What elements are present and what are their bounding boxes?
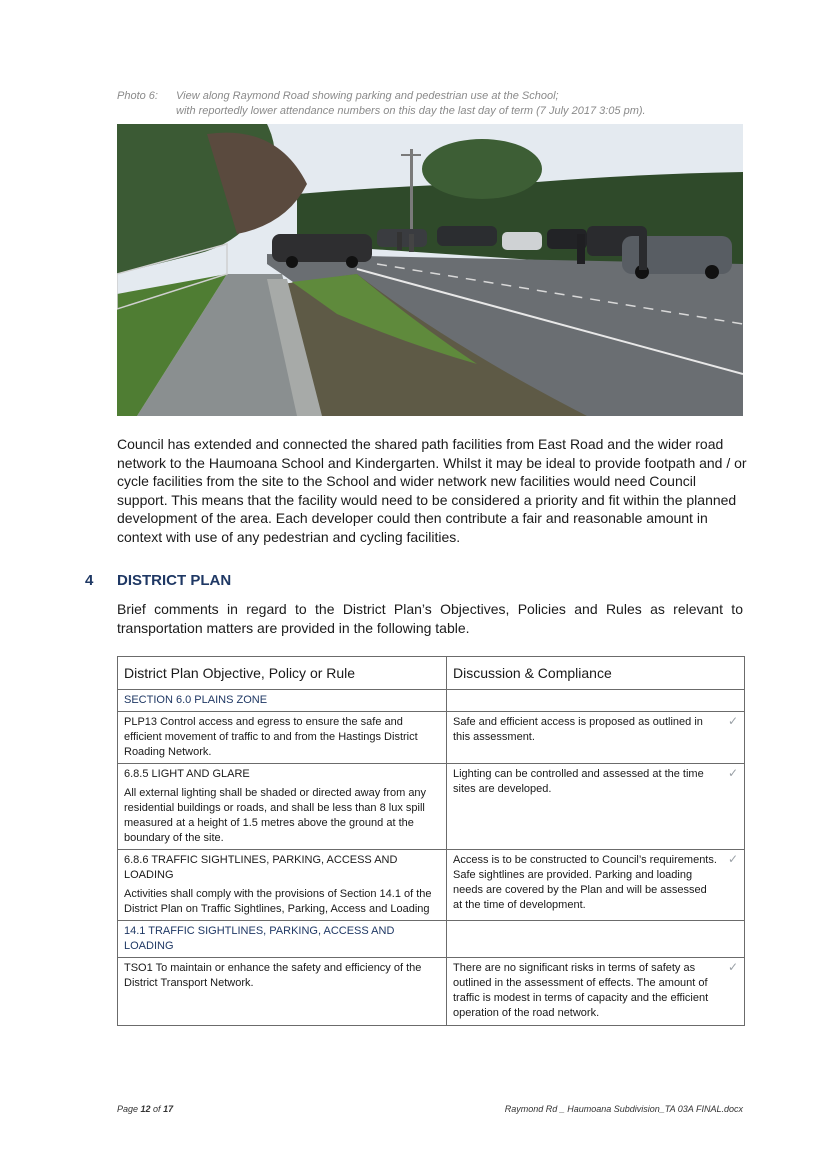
rule-title: 6.8.5 LIGHT AND GLARE bbox=[124, 768, 250, 780]
section-number: 4 bbox=[85, 572, 94, 589]
rule-cell bbox=[118, 764, 447, 850]
rule-cell bbox=[118, 958, 447, 1026]
section-heading bbox=[85, 572, 745, 589]
page-number bbox=[117, 1104, 173, 1114]
checkmark-icon: ✓ bbox=[727, 852, 738, 866]
caption-text bbox=[176, 89, 743, 119]
discussion-cell bbox=[447, 850, 745, 921]
discussion-cell bbox=[447, 712, 745, 764]
table-row bbox=[118, 850, 745, 921]
rule-cell bbox=[118, 712, 447, 764]
checkmark-icon: ✓ bbox=[727, 960, 738, 974]
discussion-cell bbox=[447, 958, 745, 1026]
body-paragraph: Council has extended and connected the shared path facilities from East Road and the wider road network to the Haumoana School and Kindergarten. Whilst it may be ideal to provide footpath and / or cycle facilities from the site to the School and wider network new facilities would need Council support. This means that the facility would need to be considered a priority and fit within the planned development of the area. Each developer could then contribute a fair and reasonable amount in context with use of any pedestrian and cycling facilities. bbox=[117, 436, 747, 545]
table-section-row bbox=[118, 690, 745, 712]
caption-line-2: with reportedly lower attendance numbers on this day the last day of term (7 July 2017 3:05 pm). bbox=[176, 105, 646, 117]
section-empty-cell bbox=[447, 690, 745, 712]
discussion-text: Lighting can be controlled and assessed at the time sites are developed. bbox=[453, 768, 704, 795]
table-row bbox=[118, 764, 745, 850]
section-label: 14.1 TRAFFIC SIGHTLINES, PARKING, ACCESS AND LOADING bbox=[118, 921, 447, 958]
page-total: 17 bbox=[163, 1104, 174, 1114]
header-discussion: Discussion & Compliance bbox=[447, 657, 745, 690]
district-plan-table bbox=[117, 656, 745, 1026]
discussion-cell bbox=[447, 764, 745, 850]
page-prefix: Page bbox=[117, 1104, 141, 1114]
rule-description: All external lighting shall be shaded or directed away from any residential buildings or roads, and shall be less than 8 lux spill measured at a height of 1.5 metres above the ground at the boundary of the site. bbox=[124, 787, 427, 844]
table-row bbox=[118, 712, 745, 764]
table-section-row bbox=[118, 921, 745, 958]
caption-line-1: View along Raymond Road showing parking and pedestrian use at the School; bbox=[176, 90, 559, 102]
header-rule: District Plan Objective, Policy or Rule bbox=[118, 657, 447, 690]
rule-title: 6.8.6 TRAFFIC SIGHTLINES, PARKING, ACCESS AND LOADING bbox=[124, 854, 398, 881]
caption-label: Photo 6: bbox=[117, 90, 158, 102]
rule-title: PLP13 Control access and egress to ensure the safe and efficient movement of traffic to and from the Hastings District Roading Network. bbox=[124, 716, 418, 758]
page-current: 12 bbox=[140, 1104, 151, 1114]
discussion-text: Access is to be constructed to Council’s requirements. Safe sightlines are provided. Parking and loading needs are covered by the Plan and will be assessed at the time of development. bbox=[453, 854, 717, 911]
checkmark-icon: ✓ bbox=[727, 714, 738, 728]
section-intro: Brief comments in regard to the District Plan’s Objectives, Policies and Rules as relevant to transportation matters are provided in the following table. bbox=[117, 601, 743, 636]
photo-caption bbox=[117, 89, 743, 119]
rule-description: Activities shall comply with the provisions of Section 14.1 of the District Plan on Traffic Sightlines, Parking, Access and Loading bbox=[124, 888, 432, 915]
page-of: of bbox=[150, 1104, 164, 1114]
section-title: DISTRICT PLAN bbox=[117, 572, 232, 589]
checkmark-icon: ✓ bbox=[727, 766, 738, 780]
road-photo bbox=[117, 124, 743, 416]
rule-cell bbox=[118, 850, 447, 921]
section-empty-cell bbox=[447, 921, 745, 958]
table-header-row bbox=[118, 657, 745, 690]
document-name: Raymond Rd _ Haumoana Subdivision_TA 03A FINAL.docx bbox=[504, 1104, 743, 1114]
table-row bbox=[118, 958, 745, 1026]
rule-title: TSO1 To maintain or enhance the safety and efficiency of the District Transport Network. bbox=[124, 962, 422, 989]
discussion-text: There are no significant risks in terms of safety as outlined in the assessment of effects. The amount of traffic is modest in terms of capacity and the efficient operation of the road network. bbox=[453, 962, 709, 1019]
section-label: SECTION 6.0 PLAINS ZONE bbox=[118, 690, 447, 712]
discussion-text: Safe and efficient access is proposed as outlined in this assessment. bbox=[453, 716, 703, 743]
